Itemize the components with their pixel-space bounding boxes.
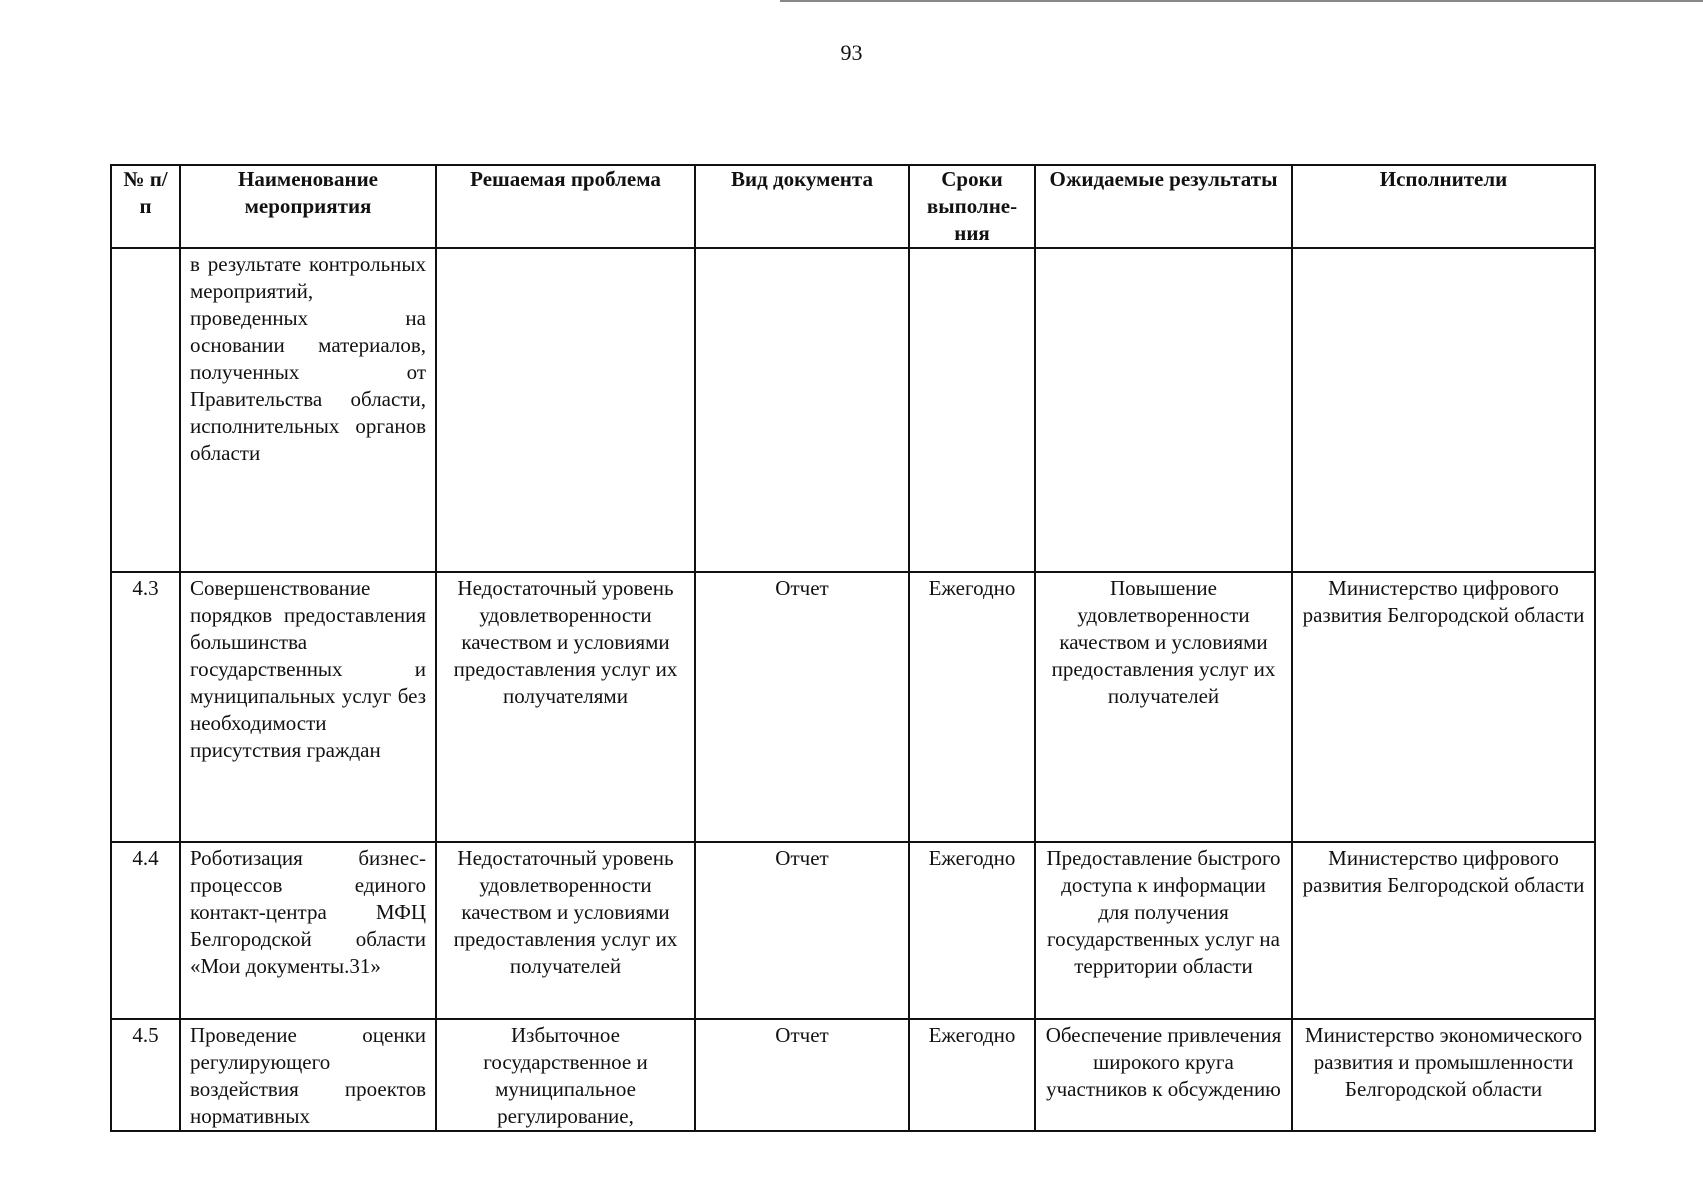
document-type: Отчет [695,1019,909,1131]
table-row [111,842,1595,1019]
executor: Министерство цифрового развития Белгородской области [1292,842,1595,1019]
event-name: в результате контрольных мероприятий, проведенных на основании материалов, полученных от Правительства области, исполнительных органов области [180,248,436,572]
events-table [110,164,1596,1132]
table-row [111,572,1595,842]
expected-result: Предоставление быстрого доступа к информации для получения государственных услуг на территории области [1035,842,1292,1019]
header-number: № п/п [111,165,180,248]
header-document-type: Вид документа [695,165,909,248]
row-number: 4.5 [111,1019,180,1131]
problem [436,248,695,572]
expected-result: Повышение удовлетворенности качеством и условиями предоставления услуг их получателей [1035,572,1292,842]
expected-result [1035,248,1292,572]
header-problem: Решаемая проблема [436,165,695,248]
document-type: Отчет [695,842,909,1019]
executor: Министерство цифрового развития Белгородской области [1292,572,1595,842]
row-number: 4.3 [111,572,180,842]
table-row [111,248,1595,572]
expected-result: Обеспечение привлечения широкого круга участников к обсуждению [1035,1019,1292,1131]
header-deadline: Сроки выполне-ния [909,165,1035,248]
event-name: Проведение оценки регулирующего воздействия проектов нормативных [180,1019,436,1131]
page-number: 93 [840,40,863,65]
executor [1292,248,1595,572]
header-executors: Исполнители [1292,165,1595,248]
event-name: Роботизация бизнес-процессов единого контакт-центра МФЦ Белгородской области «Мои документы.31» [180,842,436,1019]
deadline: Ежегодно [909,572,1035,842]
deadline: Ежегодно [909,842,1035,1019]
deadline: Ежегодно [909,1019,1035,1131]
table-row [111,1019,1595,1131]
row-number: 4.4 [111,842,180,1019]
row-number [111,248,180,572]
event-name: Совершенствование порядков предоставления большинства государственных и муниципальных услуг без необходимости присутствия граждан [180,572,436,842]
deadline [909,248,1035,572]
problem: Недостаточный уровень удовлетворенности качеством и условиями предоставления услуг их получателей [436,842,695,1019]
executor: Министерство экономического развития и промышленности Белгородской области [1292,1019,1595,1131]
problem: Недостаточный уровень удовлетворенности качеством и условиями предоставления услуг их получателями [436,572,695,842]
header-event-name: Наименование мероприятия [180,165,436,248]
problem: Избыточное государственное и муниципальное регулирование, [436,1019,695,1131]
document-type [695,248,909,572]
table-header-row [111,165,1595,248]
top-border-line [780,0,1703,2]
header-expected-results: Ожидаемые результаты [1035,165,1292,248]
document-type: Отчет [695,572,909,842]
